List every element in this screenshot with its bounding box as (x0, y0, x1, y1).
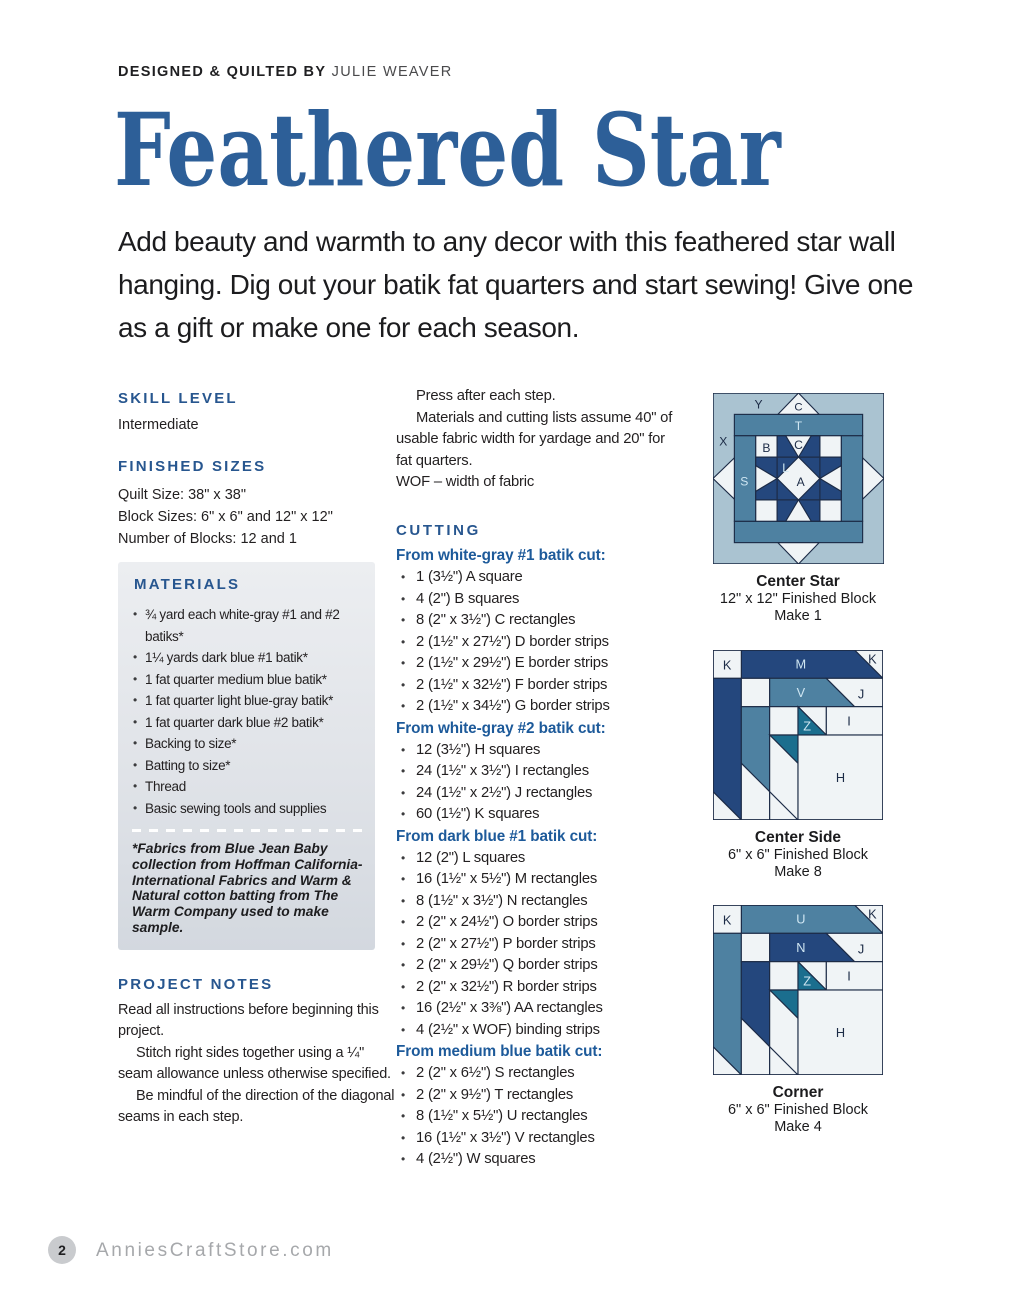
piece-label-X: X (718, 434, 727, 449)
project-note: Read all instructions before beginning this project. (118, 1001, 379, 1040)
cutting-section-dark-blue-1 (396, 826, 678, 1042)
figure-make: Make 8 (774, 864, 822, 880)
list-item: • 2 (1½" x 27½") D border strips (396, 632, 678, 654)
cutting-subhead: From medium blue batik cut: (396, 1043, 603, 1060)
list-item: • 16 (1½" x 5½") M rectangles (396, 869, 678, 891)
cutting-list (396, 1063, 678, 1171)
piece-label-K: K (722, 657, 732, 673)
list-item: • Basic sewing tools and supplies (132, 798, 367, 820)
cutting-list (396, 567, 678, 718)
piece-label-J: J (857, 686, 865, 702)
page-number-badge: 2 (48, 1236, 76, 1264)
cutting-section-white-gray-1 (396, 545, 678, 718)
piece-label-M: M (795, 656, 807, 672)
cutting-list (396, 740, 678, 826)
list-item: Number of Blocks: 12 and 1 (118, 531, 297, 547)
list-item: • 1 fat quarter medium blue batik* (132, 669, 367, 691)
finished-sizes-heading: FINISHED SIZES (118, 458, 267, 475)
list-item: • 2 (1½" x 32½") F border strips (396, 675, 678, 697)
list-item: • Thread (132, 776, 367, 798)
list-item: Quilt Size: 38" x 38" (118, 487, 246, 503)
list-item: • 4 (2½" x WOF) binding strips (396, 1020, 678, 1042)
general-note: Press after each step. (416, 388, 556, 404)
wof-note: WOF – width of fabric (396, 474, 535, 490)
left-column (118, 388, 395, 1129)
piece-label-Z: Z (803, 718, 812, 734)
cutting-section-medium-blue (396, 1041, 678, 1171)
figure-size: 6" x 6" Finished Block (727, 1101, 869, 1118)
piece-label-A: A (796, 475, 805, 490)
piece-label-K: K (868, 906, 877, 922)
list-item: • 24 (1½" x 3½") I rectangles (396, 761, 678, 783)
skill-level-heading: SKILL LEVEL (118, 390, 238, 407)
list-item: • 4 (2½") W squares (396, 1149, 678, 1171)
list-item: • 2 (1½" x 34½") G border strips (396, 696, 678, 718)
figure-size: 6" x 6" Finished Block (727, 846, 869, 863)
list-item: • Backing to size* (132, 733, 367, 755)
piece-label-Y: Y (754, 397, 763, 412)
cutting-list (396, 848, 678, 1042)
list-item: • 8 (1½" x 5½") U rectangles (396, 1106, 678, 1128)
figure-center-side (693, 650, 903, 882)
materials-list (132, 604, 367, 819)
page-title: Feathered Star (114, 91, 781, 209)
byline-designer-name: JULIE WEAVER (331, 64, 453, 80)
piece-label-K: K (722, 912, 732, 928)
piece-label-I: I (847, 968, 851, 984)
figure-caption: Center Star (756, 573, 840, 590)
list-item: Block Sizes: 6" x 6" and 12" x 12" (118, 509, 333, 525)
list-item: • Batting to size* (132, 755, 367, 777)
cutting-heading: CUTTING (396, 521, 481, 539)
list-item: • ¾ yard each white-gray #1 and #2 batiks* (132, 604, 367, 647)
list-item: • 2 (2" x 27½") P border strips (396, 934, 678, 956)
center-star-diagram (713, 393, 884, 564)
site-url: AnniesCraftStore.com (96, 1240, 334, 1261)
piece-label-L: L (781, 460, 789, 475)
piece-label-Z: Z (803, 973, 812, 989)
list-item: • 16 (1½" x 3½") V rectangles (396, 1128, 678, 1150)
skill-level-value: Intermediate (118, 417, 199, 433)
cutting-subhead: From white-gray #1 batik cut: (396, 547, 606, 564)
project-note: Be mindful of the direction of the diagonal seams in each step. (118, 1087, 395, 1126)
piece-label-C-outer: C (793, 401, 803, 414)
center-side-diagram (713, 650, 883, 820)
piece-label-J: J (857, 941, 865, 957)
list-item: • 8 (1½" x 3½") N rectangles (396, 891, 678, 913)
list-item: • 1 fat quarter light blue-gray batik* (132, 690, 367, 712)
project-notes (118, 1000, 400, 1129)
figure-make: Make 1 (774, 608, 822, 624)
general-note: Materials and cutting lists assume 40" of usable fabric width for yardage and 20" for fat quarters. (396, 409, 673, 469)
piece-label-B: B (761, 440, 770, 455)
piece-label-C-inner: C (793, 438, 803, 453)
byline-designer-label: DESIGNED & QUILTED BY (118, 64, 327, 80)
piece-label-H: H (835, 1025, 846, 1040)
piece-label-H: H (835, 770, 846, 785)
piece-label-N: N (796, 940, 806, 955)
list-item: • 60 (1½") K squares (396, 804, 678, 826)
cutting-subhead: From white-gray #2 batik cut: (396, 719, 606, 737)
list-item: • 16 (2½" x 3⅜") AA rectangles (396, 998, 678, 1020)
list-item: • 2 (2" x 24½") O border strips (396, 912, 678, 934)
corner-diagram (713, 905, 883, 1075)
list-item: • 1¼ yards dark blue #1 batik* (132, 647, 367, 669)
list-item: • 2 (2" x 6½") S rectangles (396, 1063, 678, 1085)
byline (118, 64, 453, 80)
figure-caption: Corner (772, 1084, 824, 1101)
list-item: • 1 fat quarter dark blue #2 batik* (132, 712, 367, 734)
list-item: • 2 (2" x 9½") T rectangles (396, 1085, 678, 1107)
figure-center-star (693, 393, 903, 626)
list-item: • 2 (2" x 29½") Q border strips (396, 955, 678, 977)
cutting-section-white-gray-2 (396, 718, 678, 826)
figure-size: 12" x 12" Finished Block (719, 590, 877, 607)
list-item: • 24 (1½" x 2½") J rectangles (396, 783, 678, 805)
intro-paragraph: Add beauty and warmth to any decor with this feathered star wall hanging. Dig out your batik fat quarters and start sewing! Give one as a gift or make one for each season. (118, 226, 914, 343)
middle-column (396, 386, 678, 1171)
figure-make: Make 4 (774, 1119, 822, 1135)
list-item: • 12 (3½") H squares (396, 740, 678, 762)
piece-label-S: S (739, 474, 748, 489)
list-item: • 12 (2") L squares (396, 848, 678, 870)
materials-note: *Fabrics from Blue Jean Baby collection from Hoffman California-International Fabrics and Warm & Natural cotton batting from The Warm Company used to make sample. (132, 841, 363, 935)
project-notes-heading: PROJECT NOTES (118, 975, 274, 993)
list-item: • 2 (2" x 32½") R border strips (396, 977, 678, 999)
list-item: • 8 (2" x 3½") C rectangles (396, 610, 678, 632)
materials-box (118, 562, 375, 950)
piece-label-T: T (794, 418, 802, 433)
cutting-subhead: From dark blue #1 batik cut: (396, 827, 598, 845)
list-item: • 2 (1½" x 29½") E border strips (396, 653, 678, 675)
dashed-divider (132, 829, 365, 832)
piece-label-U: U (796, 911, 806, 927)
list-item: • 4 (2") B squares (396, 589, 678, 611)
figure-caption: Center Side (754, 829, 842, 846)
project-note: Stitch right sides together using a ¼" seam allowance unless otherwise specified. (118, 1044, 391, 1083)
piece-label-V: V (796, 685, 806, 700)
finished-sizes-list (118, 484, 376, 550)
piece-label-I: I (847, 713, 851, 729)
materials-heading: MATERIALS (134, 576, 241, 593)
list-item: • 1 (3½") A square (396, 567, 678, 589)
figure-corner (693, 905, 903, 1137)
piece-label-K: K (868, 651, 877, 667)
